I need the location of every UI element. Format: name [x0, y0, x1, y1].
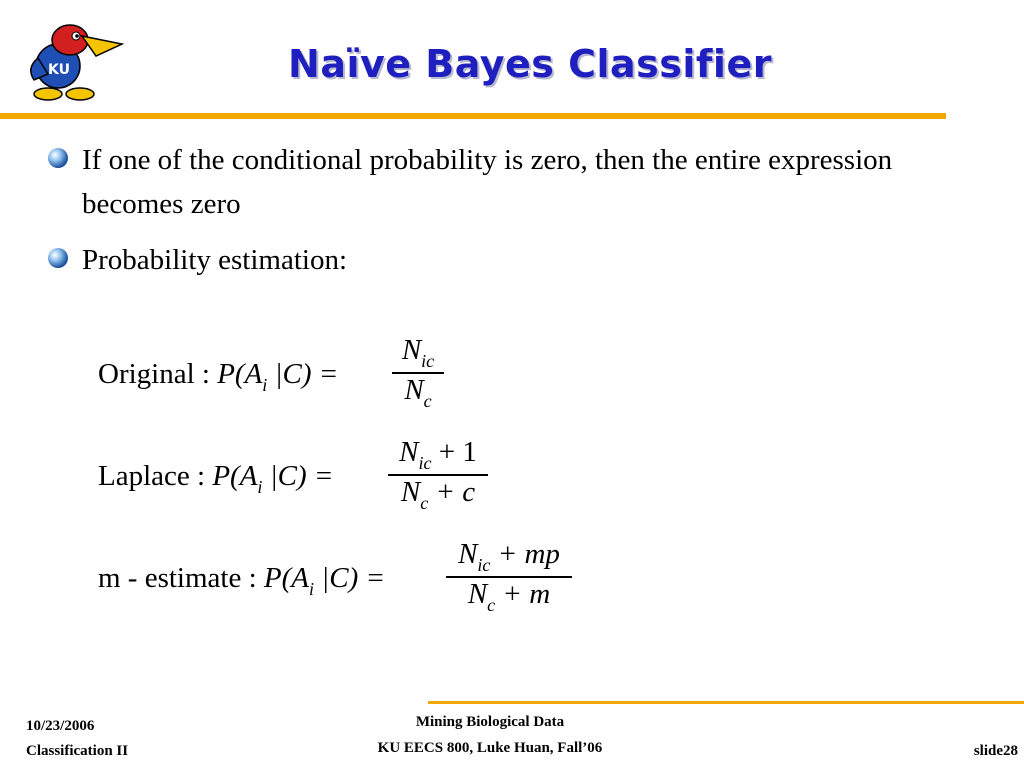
formula-expr: P(A	[263, 562, 309, 594]
formula-expr: P(A	[217, 358, 263, 390]
footer-rule	[428, 701, 1024, 704]
denominator-sub: c	[487, 595, 496, 615]
denominator-sub: c	[423, 391, 432, 411]
bullet-sphere-icon	[46, 146, 70, 170]
formula-expr: P(A	[212, 460, 258, 492]
numerator: N	[399, 436, 419, 468]
numerator-sub: ic	[418, 453, 432, 473]
formula-expr-tail: |C) =	[321, 562, 386, 594]
denominator-tail: + c	[428, 476, 476, 508]
footer-slide-number: slide28	[973, 743, 1018, 759]
formula-label: m - estimate :	[98, 562, 257, 594]
bullet-sphere-icon	[46, 246, 70, 270]
denominator-tail: + m	[495, 578, 551, 610]
denominator-sub: c	[420, 493, 429, 513]
footer-course-line2: KU EECS 800, Luke Huan, Fall’06	[377, 740, 603, 756]
footer-course-line1: Mining Biological Data	[415, 714, 565, 730]
bullet-item	[40, 138, 990, 226]
footer-topic: Classification II	[26, 743, 129, 759]
numerator-tail: + mp	[490, 538, 560, 570]
numerator-tail: + 1	[431, 436, 477, 468]
denominator: N	[404, 374, 424, 406]
formula-expr-tail: |C) =	[274, 358, 339, 390]
numerator-sub: ic	[477, 555, 491, 575]
logo-ku-text: KU	[48, 62, 70, 78]
numerator: N	[401, 334, 422, 366]
title-underline	[0, 113, 946, 119]
formula-sub: i	[257, 477, 263, 497]
ku-jayhawk-logo	[18, 14, 128, 102]
denominator: N	[400, 476, 421, 508]
formula-label: Laplace :	[98, 460, 206, 492]
formula-expr-tail: |C) =	[269, 460, 334, 492]
footer-date: 10/23/2006	[26, 718, 95, 734]
slide-title: Naïve Bayes Classifier	[288, 42, 772, 86]
formula-label: Original :	[98, 358, 210, 390]
bullet-text: If one of the conditional probability is zero, then the entire expression becomes zero	[82, 144, 893, 220]
denominator: N	[467, 578, 488, 610]
formula-sub: i	[262, 375, 268, 395]
bullet-list	[40, 138, 990, 294]
formula-sub: i	[309, 579, 315, 599]
bullet-item	[40, 238, 990, 282]
numerator-sub: ic	[421, 351, 435, 371]
bullet-text: Probability estimation:	[82, 244, 348, 276]
numerator: N	[458, 538, 478, 570]
